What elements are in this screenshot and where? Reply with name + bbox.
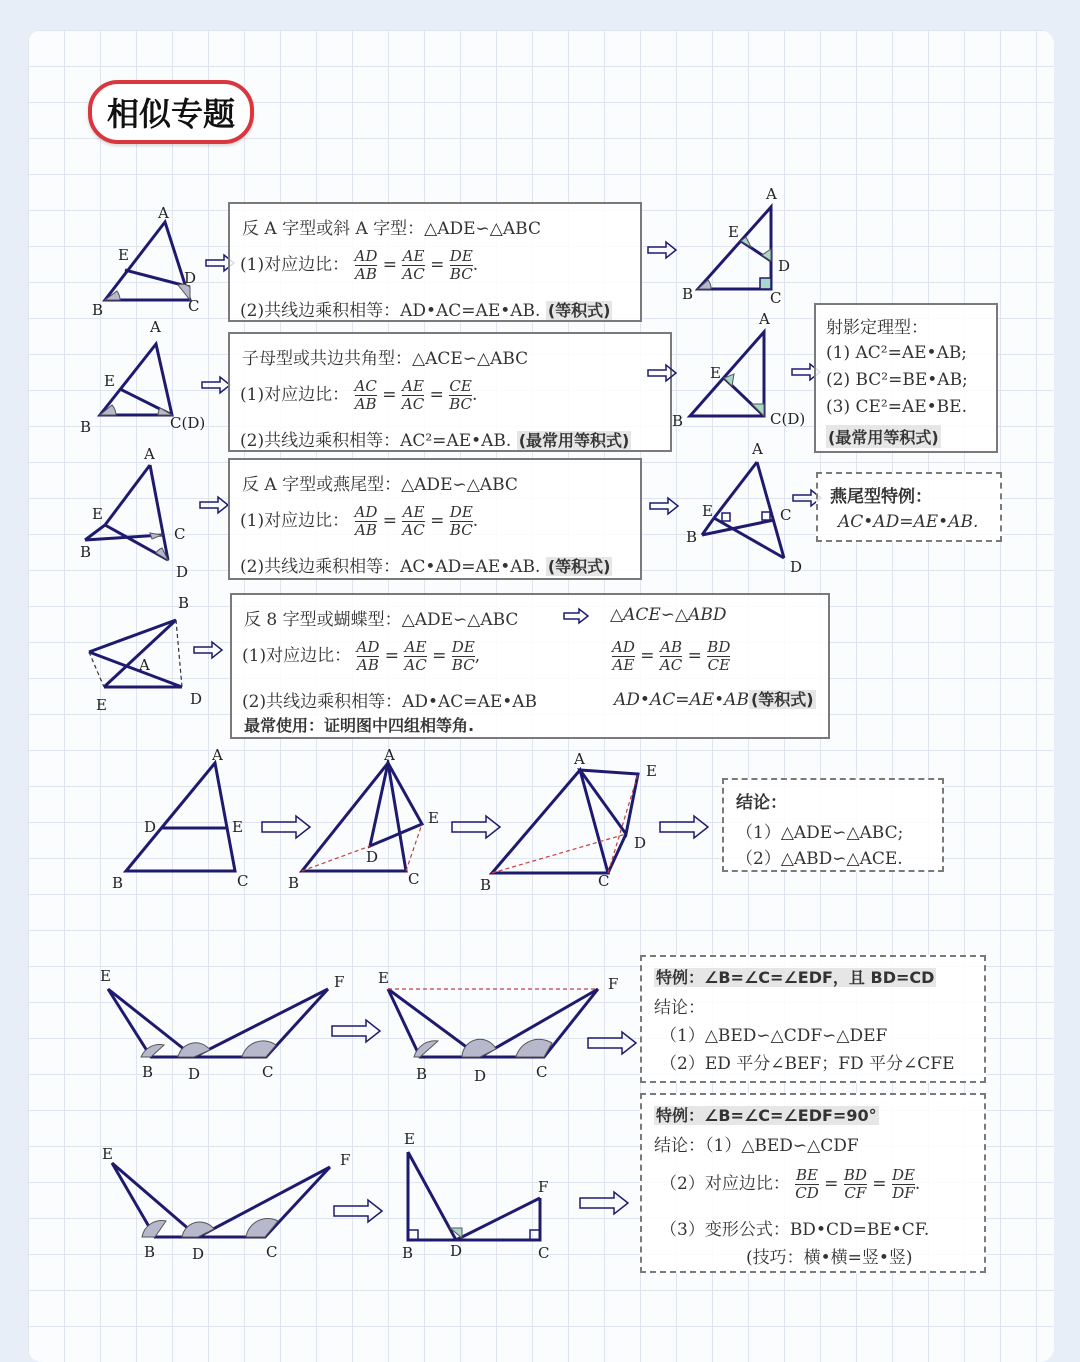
text-box2-product: (2)共线边乘积相等：AC²=AE•AB. <box>240 431 512 451</box>
text-box4-fracs-2-0: DE <box>451 638 475 656</box>
figure-swallowtail-special <box>682 440 812 580</box>
text-labels-E: E <box>232 818 243 836</box>
text-labels-D: D <box>366 848 379 866</box>
text-labels-E: E <box>702 502 713 520</box>
label-e: E <box>118 246 129 264</box>
text-labels-E: E <box>728 223 739 241</box>
text-box5-l2: （2）△ABD∽△ACE. <box>736 849 903 869</box>
text-box2-fracs-1-1: AC <box>401 395 425 413</box>
text-box4-fracs2-1-0: AB <box>660 638 682 656</box>
text-labels-D: D <box>176 563 189 581</box>
text-box4-fracs2-2-1: CE <box>707 656 731 674</box>
text-box2b-l3: (3) CE²=AE•BE. <box>826 397 967 417</box>
text-labels-D: D <box>778 257 791 275</box>
tag: (等积式) <box>547 557 611 576</box>
text-labels-D: D <box>188 1065 201 1083</box>
text-box2b-l2: (2) BC²=BE•AB; <box>826 370 968 390</box>
figure-projection <box>672 312 812 437</box>
arrow-icon <box>580 1192 630 1214</box>
tag: (最常用等积式) <box>518 431 630 450</box>
text-box4-fracs-1-0: AE <box>404 638 427 656</box>
text-labels-A: A <box>759 310 770 328</box>
text-labels-C: C <box>598 872 610 890</box>
text-box6-l2: （1）△BED∽△CDF∽△DEF <box>660 1026 888 1046</box>
text-labels-B: B <box>80 418 92 436</box>
figure-shared-angle <box>80 320 220 435</box>
text-box3-fracs-0-1: AB <box>355 521 377 539</box>
text-labels-A: A <box>212 746 223 764</box>
frac <box>892 1167 915 1202</box>
text-box7-fracs-2-0: DE <box>891 1166 915 1184</box>
text-labels-B: B <box>80 543 92 561</box>
label-c: C <box>188 297 200 315</box>
frac <box>404 639 426 674</box>
text-box1-fracs-0-1: AB <box>355 265 377 283</box>
text-labels-A: A <box>766 185 777 203</box>
text-labels-E: E <box>104 372 115 390</box>
text-labels-B: B <box>682 285 694 303</box>
text-labels-C: C <box>538 1244 550 1262</box>
figure-right-angle-case <box>396 1130 566 1265</box>
text-box3b-heading: 燕尾型特例： <box>830 487 932 507</box>
text-box2-heading: 子母型或共边共角型：△ACE∽△ABC <box>242 349 529 369</box>
text-labels-B: B <box>142 1063 154 1081</box>
text-box2-fracs-0-0: AC <box>354 377 377 395</box>
arrow-icon <box>648 242 678 258</box>
text-box1-fracs-1-1: AC <box>402 265 425 283</box>
text-box4-fracs2-1-1: AC <box>659 656 683 674</box>
text-labels-B: B <box>144 1243 156 1261</box>
text-box2-fracs-2-1: BC <box>449 395 473 413</box>
text-labels-B: B <box>480 876 492 894</box>
frac <box>612 639 635 674</box>
text-box3-fracs-0-0: AD <box>354 503 378 521</box>
text-box2b-heading: 射影定理型： <box>826 318 928 338</box>
frac <box>707 639 730 674</box>
frac <box>402 378 424 413</box>
text-labels-F: F <box>608 975 619 993</box>
text-box7-fracs-1-0: BD <box>843 1166 867 1184</box>
text-box4-product: (2)共线边乘积相等：AD•AC=AE•AB <box>242 692 538 712</box>
text-labels-A: A <box>150 318 161 336</box>
text-labels-A: A <box>144 445 155 463</box>
frac <box>355 504 378 539</box>
arrow-icon <box>334 1200 384 1222</box>
frac <box>355 248 378 283</box>
text-box7-fracs-0-1: CD <box>795 1184 819 1202</box>
text-labels-E: E <box>102 1145 113 1163</box>
text-labels-CD: C(D) <box>170 414 206 432</box>
label-b: B <box>92 301 104 319</box>
box1-heading: 反 A 字型或斜 A 字型：△ADE∽△ABC <box>242 219 541 239</box>
text-box7-ratio_label: （2）对应边比： <box>660 1174 790 1194</box>
text-box4-fracs2-2-0: BD <box>707 638 731 656</box>
text-box4-fracs-0-1: AB <box>357 656 379 674</box>
text-box4-fracs2-0-1: AE <box>612 656 635 674</box>
text-box4-fracs-1-1: AC <box>404 656 427 674</box>
text-box6-heading: 特例：∠B=∠C=∠EDF，且 BD=CD <box>656 968 935 987</box>
text-labels-CD: C(D) <box>770 410 806 428</box>
text-labels-C: C <box>780 506 792 524</box>
text-box3-fracs-1-1: AC <box>402 521 425 539</box>
text-labels-B: B <box>288 874 300 892</box>
box-swallowtail-special <box>816 472 1002 542</box>
text-labels-D: D <box>144 818 157 836</box>
text-labels-B: B <box>112 874 124 892</box>
arrow-icon <box>332 1020 382 1042</box>
frac <box>449 378 472 413</box>
text-box4-ratio_label: (1)对应边比： <box>242 646 352 666</box>
text-box5-l1: （1）△ADE∽△ABC; <box>736 823 904 843</box>
label-a: A <box>158 204 169 222</box>
figure-right-triangle-1 <box>678 185 798 310</box>
box-butterfly: 反 8 字型或蝴蝶型：△ADE∽△ABC △ACE∽△ABD (1)对应边比： $\frac{AD}{AB}$ = $\frac{AE}{AC}$ = $\frac{DE}{BC}$ , $\frac{AD}{AE}$ = $\frac{AB}{AC}$ = $\frac{BD}{CE}$ (2)共线边乘积相等：AD•AC=AE•AB AD•AC=AE•AB (等积式) 最常使用：证明图中四组相等角. <box>230 593 830 739</box>
figure-swallowtail <box>80 445 200 580</box>
text-box7-fracs-1-1: CF <box>844 1184 867 1202</box>
text-labels-E: E <box>404 1130 415 1148</box>
frac <box>402 504 424 539</box>
box1-product: (2)共线边乘积相等：AD•AC=AE•AB. <box>240 301 541 321</box>
figure-rotate-1 <box>286 748 446 893</box>
text-box3b-l1: AC•AD=AE•AB. <box>838 512 979 532</box>
text-box2-ratio_label: (1)对应边比： <box>240 385 350 405</box>
frac <box>844 1167 867 1202</box>
frac <box>450 248 473 283</box>
figure-one-line-three-angles <box>96 965 356 1085</box>
box-swallowtail: 反 A 字型或燕尾型：△ADE∽△ABC (1)对应边比： $\frac{AD}{AB}$ = $\frac{AE}{AC}$ = $\frac{DE}{BC}$ . (2)共线边乘积相等：AC•AD=AE•AB. (等积式) <box>228 458 642 580</box>
text-labels-B: B <box>178 594 190 612</box>
arrow-icon <box>194 642 224 658</box>
text-box2-fracs-1-0: AE <box>402 377 424 395</box>
text-labels-B: B <box>416 1065 428 1083</box>
figure-rotate-2 <box>480 750 670 895</box>
text-labels-A: A <box>384 746 395 764</box>
text-box7-fracs-0-0: BE <box>796 1166 818 1184</box>
arrow-icon <box>650 498 680 514</box>
box-shared-angle: 子母型或共边共角型：△ACE∽△ABC (1)对应边比： $\frac{AC}{AB}$ = $\frac{AE}{AC}$ = $\frac{CE}{BC}$ . (2)共线边乘积相等：AC²=AE•AB. (最常用等积式) <box>228 332 672 452</box>
text-box1-fracs-0-0: AD <box>354 247 378 265</box>
text-labels-D: D <box>474 1067 487 1085</box>
text-box1-fracs-2-1: BC <box>449 265 473 283</box>
text-box4-product2: AD•AC=AE•AB <box>614 690 749 710</box>
text-labels-D: D <box>790 558 803 576</box>
text-box2b-l1: (1) AC²=AE•AB; <box>826 343 968 363</box>
text-labels-C: C <box>266 1243 278 1261</box>
text-box3-fracs-2-0: DE <box>449 503 473 521</box>
figure-parallel <box>110 748 250 893</box>
tag: (等积式) <box>750 690 814 709</box>
text-box7-l4: (技巧：横•横=竖•竖) <box>746 1248 913 1268</box>
text-labels-C: C <box>237 872 249 890</box>
text-box1-fracs-2-0: DE <box>449 247 473 265</box>
text-box7-heading: 特例：∠B=∠C=∠EDF=90° <box>656 1106 877 1125</box>
text-box1-fracs-1-0: AE <box>402 247 425 265</box>
box-special-case-2: 特例：∠B=∠C=∠EDF=90° 结论：（1）△BED∽△CDF （2）对应边比： $\frac{BE}{CD}$ = $\frac{BD}{CF}$ = $\frac{DE}{DF}$ . （3）变形公式：BD•CD=BE•CF. (技巧：横•横=竖•竖) <box>640 1093 986 1273</box>
text-box3-ratio_label: (1)对应边比： <box>240 511 350 531</box>
text-box4-fracs-0-0: AD <box>356 638 380 656</box>
box-a-type: 反 A 字型或斜 A 字型：△ADE∽△ABC (1)对应边比： $\frac{AD}{AB}$ = $\frac{AE}{AC}$ = $\frac{DE}{BC}$ . (2)共线边乘积相等：AD•AC=AE•AB. (等积式) <box>228 202 642 322</box>
text-box4-fracs2-0-0: AD <box>612 638 635 656</box>
text-labels-E: E <box>428 809 439 827</box>
text-box5-heading: 结论： <box>736 793 787 813</box>
figure-a-type-1 <box>90 205 210 320</box>
text-box6-l1: 结论： <box>654 998 705 1018</box>
text-box4-fracs-2-1: BC <box>451 656 475 674</box>
text-labels-E: E <box>710 364 721 382</box>
text-labels-A: A <box>752 440 763 458</box>
page-title: 相似专题 <box>88 80 254 144</box>
text-box3-product: (2)共线边乘积相等：AC•AD=AE•AB. <box>240 557 541 577</box>
text-box7-l1: 结论：（1）△BED∽△CDF <box>654 1136 859 1156</box>
text-labels-D: D <box>192 1245 205 1263</box>
label-d: D <box>184 269 197 287</box>
text-labels-B: B <box>402 1244 414 1262</box>
text-labels-C: C <box>536 1063 548 1081</box>
text-labels-B: B <box>686 528 698 546</box>
frac <box>660 639 682 674</box>
text-labels-E: E <box>96 696 107 714</box>
arrow-icon <box>200 497 230 513</box>
text-labels-D: D <box>190 690 203 708</box>
text-labels-A: A <box>139 656 150 674</box>
text-labels-E: E <box>378 969 389 987</box>
arrow-icon <box>588 1032 638 1054</box>
text-labels-C: C <box>262 1063 274 1081</box>
figure-one-line-three-angles-2 <box>376 965 636 1085</box>
text-labels-F: F <box>538 1178 549 1196</box>
text-box4-heading2: △ACE∽△ABD <box>610 605 727 625</box>
frac <box>402 248 424 283</box>
arrow-icon <box>660 816 710 838</box>
text-box4-heading: 反 8 字型或蝴蝶型：△ADE∽△ABC <box>244 610 519 630</box>
text-labels-B: B <box>672 412 684 430</box>
text-box6-l3: （2）ED 平分∠BEF；FD 平分∠CFE <box>660 1054 955 1074</box>
frac <box>795 1167 819 1202</box>
text-box2-fracs-2-0: CE <box>449 377 472 395</box>
box-projection <box>814 303 998 453</box>
text-box7-fracs-2-1: DF <box>892 1184 915 1202</box>
text-labels-F: F <box>334 973 345 991</box>
text-box2b-tag: (最常用等积式) <box>826 425 941 448</box>
text-labels-E: E <box>92 505 103 523</box>
text-box4-note: 最常使用：证明图中四组相等角. <box>244 716 475 735</box>
box1-ratio-label: (1)对应边比： <box>240 255 350 275</box>
frac <box>450 504 473 539</box>
text-labels-C: C <box>770 289 782 307</box>
text-box3-fracs-2-1: BC <box>449 521 473 539</box>
text-box2-fracs-0-1: AB <box>354 395 377 413</box>
text-labels-E: E <box>646 762 657 780</box>
text-labels-A: A <box>574 750 585 768</box>
text-labels-D: D <box>634 834 647 852</box>
box-rotation-conclusion <box>722 778 944 872</box>
figure-one-line-three-angles-3 <box>100 1145 351 1265</box>
text-labels-F: F <box>340 1151 351 1169</box>
text-box3-fracs-1-0: AE <box>402 503 425 521</box>
text-box3-heading: 反 A 字型或燕尾型：△ADE∽△ABC <box>242 475 518 495</box>
tag: (等积式) <box>547 301 611 320</box>
frac <box>452 639 475 674</box>
frac <box>355 378 377 413</box>
text-labels-E: E <box>100 967 111 985</box>
text-labels-C: C <box>174 525 186 543</box>
text-labels-C: C <box>408 870 420 888</box>
text-box7-l3: （3）变形公式：BD•CD=BE•CF. <box>660 1220 930 1240</box>
frac <box>357 639 380 674</box>
box-special-case-1 <box>640 955 986 1083</box>
text-labels-D: D <box>450 1242 463 1260</box>
